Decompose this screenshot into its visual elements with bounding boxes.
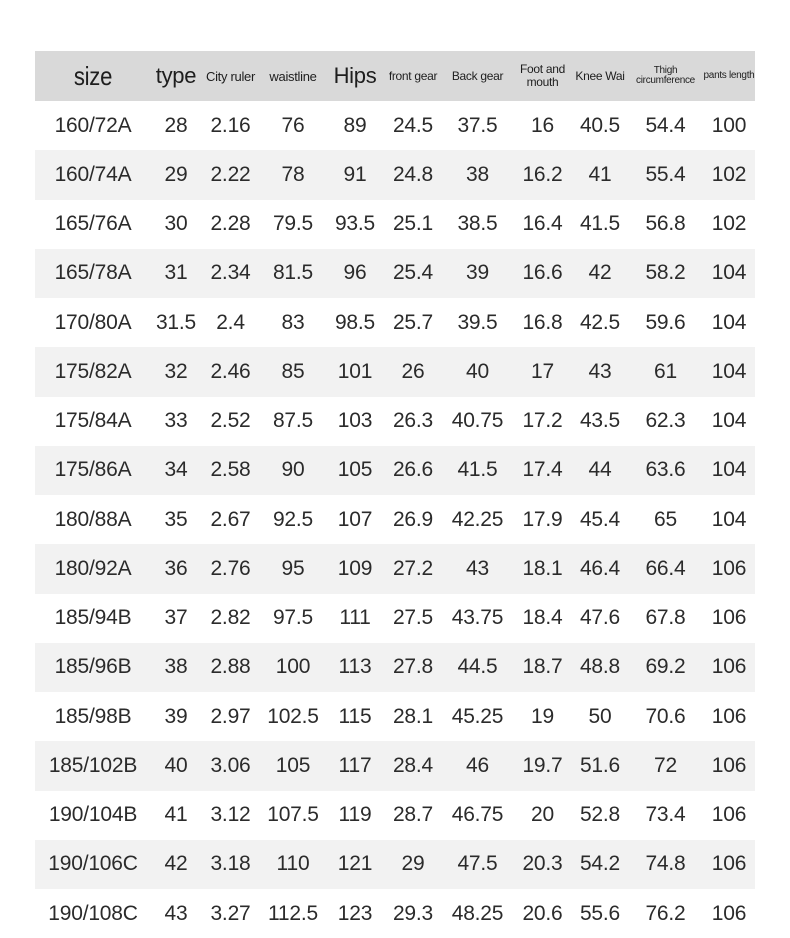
cell-size: 190/106C — [48, 852, 138, 876]
cell-front-gear: 29 — [401, 852, 425, 876]
cell-thigh-circumference: 67.8 — [645, 606, 686, 630]
cell-waistline: 79.5 — [272, 212, 314, 236]
table-row — [35, 741, 755, 790]
cell-hips: 89 — [343, 113, 367, 137]
table-row — [35, 889, 755, 938]
cell-front-gear: 26.3 — [392, 409, 434, 433]
cell-hips: 115 — [338, 704, 372, 728]
cell-foot-and-mouth: 17.2 — [522, 409, 563, 433]
cell-city-ruler: 2.97 — [210, 704, 251, 728]
cell-thigh-circumference: 62.3 — [645, 409, 686, 433]
cell-size: 190/104B — [48, 803, 138, 827]
cell-city-ruler: 2.67 — [210, 507, 251, 531]
cell-foot-and-mouth: 20.3 — [522, 852, 563, 876]
cell-front-gear: 27.2 — [392, 556, 434, 580]
cell-size: 165/78A — [54, 261, 132, 285]
cell-foot-and-mouth: 18.1 — [522, 556, 563, 580]
cell-city-ruler: 3.18 — [210, 852, 251, 876]
cell-thigh-circumference: 69.2 — [645, 655, 686, 679]
cell-city-ruler: 2.46 — [210, 359, 251, 383]
cell-back-gear: 38 — [466, 162, 489, 186]
cell-knee: 43 — [588, 359, 612, 383]
cell-type: 34 — [164, 458, 188, 482]
header-hips: Hips — [333, 63, 377, 88]
cell-front-gear: 24.8 — [392, 162, 434, 186]
table-row — [35, 544, 755, 593]
table-row — [35, 101, 755, 150]
cell-pants-length: 104 — [711, 310, 747, 334]
cell-front-gear: 27.5 — [392, 606, 434, 630]
cell-foot-and-mouth: 16 — [531, 113, 554, 137]
cell-foot-and-mouth: 20.6 — [522, 901, 563, 925]
cell-type: 28 — [164, 113, 188, 137]
cell-waistline: 97.5 — [272, 606, 314, 630]
header-foot-and-mouth: Foot and mouth — [520, 62, 565, 89]
cell-waistline: 107.5 — [267, 803, 319, 827]
cell-foot-and-mouth: 18.4 — [522, 606, 563, 630]
cell-knee: 44 — [588, 458, 612, 482]
cell-knee: 45.4 — [579, 507, 621, 531]
cell-knee: 41.5 — [579, 212, 621, 236]
cell-pants-length: 102 — [711, 162, 747, 186]
cell-pants-length: 106 — [711, 704, 747, 728]
cell-size: 165/76A — [54, 212, 132, 236]
cell-knee: 41 — [588, 162, 612, 186]
cell-back-gear: 44.5 — [457, 655, 498, 679]
cell-waistline: 87.5 — [272, 409, 314, 433]
cell-hips: 111 — [339, 606, 371, 630]
table-row — [35, 397, 755, 446]
cell-knee: 51.6 — [579, 753, 621, 777]
cell-back-gear: 37.5 — [457, 113, 498, 137]
cell-back-gear: 42.25 — [451, 507, 504, 531]
cell-waistline: 76 — [281, 113, 305, 137]
cell-type: 37 — [164, 606, 188, 630]
cell-foot-and-mouth: 16.6 — [522, 261, 563, 285]
cell-thigh-circumference: 70.6 — [645, 704, 686, 728]
cell-type: 31.5 — [155, 310, 197, 334]
cell-thigh-circumference: 65 — [654, 507, 677, 531]
cell-hips: 101 — [337, 359, 373, 383]
cell-pants-length: 104 — [711, 359, 747, 383]
cell-front-gear: 27.8 — [392, 655, 434, 679]
cell-back-gear: 47.5 — [457, 852, 498, 876]
cell-back-gear: 46 — [466, 753, 489, 777]
cell-foot-and-mouth: 20 — [531, 803, 554, 827]
cell-size: 160/72A — [54, 113, 132, 137]
cell-size: 185/98B — [54, 704, 132, 728]
cell-size: 160/74A — [54, 162, 132, 186]
cell-type: 35 — [164, 507, 188, 531]
header-pants-length: pants length — [703, 70, 755, 82]
cell-front-gear: 29.3 — [392, 901, 434, 925]
cell-foot-and-mouth: 19 — [531, 704, 554, 728]
table-row — [35, 347, 755, 396]
cell-foot-and-mouth: 17.4 — [522, 458, 563, 482]
cell-type: 36 — [164, 556, 188, 580]
cell-waistline: 110 — [276, 852, 310, 876]
cell-thigh-circumference: 58.2 — [645, 261, 686, 285]
table-row — [35, 446, 755, 495]
cell-pants-length: 106 — [711, 852, 747, 876]
table-row — [35, 298, 755, 347]
table-row — [35, 594, 755, 643]
cell-foot-and-mouth: 16.8 — [522, 310, 563, 334]
cell-knee: 42 — [588, 261, 612, 285]
cell-waistline: 95 — [281, 556, 305, 580]
cell-thigh-circumference: 55.4 — [645, 162, 686, 186]
cell-waistline: 83 — [281, 310, 305, 334]
cell-type: 42 — [164, 852, 188, 876]
table-row — [35, 643, 755, 692]
cell-foot-and-mouth: 19.7 — [522, 753, 563, 777]
cell-knee: 40.5 — [579, 113, 621, 137]
cell-city-ruler: 3.27 — [210, 901, 251, 925]
cell-city-ruler: 3.12 — [210, 803, 251, 827]
cell-type: 31 — [164, 261, 188, 285]
cell-back-gear: 45.25 — [451, 704, 504, 728]
cell-waistline: 81.5 — [272, 261, 314, 285]
cell-front-gear: 28.4 — [392, 753, 434, 777]
cell-size: 190/108C — [48, 901, 138, 925]
cell-pants-length: 106 — [711, 803, 747, 827]
cell-front-gear: 25.4 — [392, 261, 434, 285]
cell-thigh-circumference: 72 — [654, 753, 677, 777]
cell-front-gear: 24.5 — [392, 113, 434, 137]
cell-back-gear: 43 — [466, 556, 489, 580]
cell-knee: 48.8 — [579, 655, 621, 679]
cell-hips: 121 — [337, 852, 373, 876]
cell-knee: 50 — [588, 704, 612, 728]
cell-thigh-circumference: 56.8 — [645, 212, 686, 236]
cell-size: 180/88A — [54, 507, 132, 531]
cell-hips: 105 — [337, 458, 373, 482]
cell-type: 41 — [164, 803, 188, 827]
cell-hips: 98.5 — [334, 310, 376, 334]
table-row — [35, 692, 755, 741]
cell-city-ruler: 2.58 — [210, 458, 251, 482]
cell-hips: 119 — [338, 803, 372, 827]
cell-thigh-circumference: 66.4 — [645, 556, 686, 580]
cell-pants-length: 102 — [711, 212, 747, 236]
cell-front-gear: 28.7 — [392, 803, 434, 827]
cell-waistline: 102.5 — [267, 704, 319, 728]
cell-thigh-circumference: 74.8 — [645, 852, 686, 876]
cell-pants-length: 104 — [711, 458, 747, 482]
cell-pants-length: 106 — [711, 753, 747, 777]
cell-front-gear: 26.6 — [392, 458, 434, 482]
cell-hips: 96 — [343, 261, 367, 285]
cell-type: 39 — [164, 704, 188, 728]
cell-pants-length: 106 — [711, 606, 747, 630]
cell-type: 32 — [164, 359, 188, 383]
cell-type: 43 — [164, 901, 188, 925]
cell-pants-length: 106 — [711, 655, 747, 679]
header-row — [35, 51, 755, 101]
cell-hips: 117 — [338, 753, 372, 777]
cell-foot-and-mouth: 18.7 — [522, 655, 563, 679]
cell-type: 33 — [164, 409, 188, 433]
cell-back-gear: 39 — [466, 261, 489, 285]
cell-knee: 42.5 — [579, 310, 621, 334]
cell-foot-and-mouth: 17.9 — [522, 507, 563, 531]
cell-type: 30 — [164, 212, 188, 236]
cell-back-gear: 48.25 — [451, 901, 504, 925]
cell-pants-length: 104 — [711, 409, 747, 433]
cell-hips: 91 — [343, 162, 367, 186]
cell-pants-length: 104 — [711, 261, 747, 285]
header-knee: Knee Wai — [575, 69, 625, 83]
cell-waistline: 112.5 — [268, 901, 318, 925]
cell-hips: 113 — [338, 655, 372, 679]
table-row — [35, 150, 755, 199]
cell-knee: 54.2 — [579, 852, 621, 876]
header-thigh-circumference: Thigh circumference — [636, 64, 695, 86]
cell-city-ruler: 2.88 — [210, 655, 251, 679]
cell-size: 180/92A — [54, 556, 132, 580]
cell-waistline: 90 — [281, 458, 305, 482]
cell-city-ruler: 2.76 — [210, 556, 251, 580]
cell-foot-and-mouth: 17 — [531, 359, 554, 383]
cell-back-gear: 43.75 — [451, 606, 504, 630]
cell-type: 29 — [164, 162, 188, 186]
cell-waistline: 100 — [275, 655, 311, 679]
cell-city-ruler: 2.82 — [210, 606, 251, 630]
cell-back-gear: 46.75 — [451, 803, 504, 827]
cell-pants-length: 104 — [711, 507, 747, 531]
cell-knee: 55.6 — [579, 901, 621, 925]
cell-front-gear: 26.9 — [392, 507, 434, 531]
cell-back-gear: 41.5 — [457, 458, 498, 482]
cell-city-ruler: 2.4 — [216, 310, 245, 334]
cell-thigh-circumference: 54.4 — [645, 113, 686, 137]
cell-foot-and-mouth: 16.2 — [522, 162, 563, 186]
cell-hips: 109 — [337, 556, 373, 580]
cell-type: 38 — [164, 655, 188, 679]
header-front-gear: front gear — [388, 69, 438, 83]
cell-back-gear: 40.75 — [451, 409, 504, 433]
cell-thigh-circumference: 61 — [654, 359, 677, 383]
cell-size: 175/82A — [54, 359, 132, 383]
cell-front-gear: 25.1 — [392, 212, 434, 236]
table-row — [35, 791, 755, 840]
cell-city-ruler: 3.06 — [210, 753, 251, 777]
cell-thigh-circumference: 76.2 — [645, 901, 686, 925]
cell-city-ruler: 2.16 — [210, 113, 251, 137]
cell-knee: 47.6 — [579, 606, 621, 630]
header-waistline: waistline — [269, 68, 317, 84]
cell-size: 185/96B — [54, 655, 132, 679]
header-back-gear: Back gear — [451, 69, 504, 83]
table-row — [35, 249, 755, 298]
cell-hips: 107 — [337, 507, 373, 531]
header-city-ruler: City ruler — [205, 68, 255, 84]
cell-city-ruler: 2.52 — [210, 409, 251, 433]
cell-front-gear: 28.1 — [392, 704, 434, 728]
cell-size: 175/84A — [54, 409, 132, 433]
table-header — [35, 51, 755, 101]
cell-type: 40 — [164, 753, 188, 777]
cell-thigh-circumference: 73.4 — [645, 803, 686, 827]
cell-hips: 103 — [337, 409, 373, 433]
cell-size: 185/94B — [54, 606, 132, 630]
cell-knee: 52.8 — [579, 803, 621, 827]
table-row — [35, 200, 755, 249]
cell-waistline: 105 — [275, 753, 311, 777]
cell-foot-and-mouth: 16.4 — [522, 212, 563, 236]
cell-waistline: 85 — [281, 359, 305, 383]
cell-thigh-circumference: 63.6 — [645, 458, 686, 482]
cell-size: 170/80A — [54, 310, 132, 334]
cell-hips: 123 — [337, 901, 373, 925]
cell-pants-length: 100 — [711, 113, 747, 137]
header-size: size — [73, 60, 113, 91]
table-row — [35, 495, 755, 544]
cell-size: 175/86A — [54, 458, 132, 482]
cell-pants-length: 106 — [711, 901, 747, 925]
cell-city-ruler: 2.28 — [210, 212, 251, 236]
table-row — [35, 840, 755, 889]
cell-front-gear: 25.7 — [392, 310, 434, 334]
cell-city-ruler: 2.34 — [210, 261, 251, 285]
cell-back-gear: 40 — [466, 359, 489, 383]
cell-waistline: 92.5 — [272, 507, 314, 531]
cell-size: 185/102B — [48, 753, 138, 777]
cell-knee: 43.5 — [579, 409, 621, 433]
cell-front-gear: 26 — [401, 359, 425, 383]
cell-back-gear: 38.5 — [457, 212, 498, 236]
table-body — [35, 101, 755, 938]
cell-thigh-circumference: 59.6 — [645, 310, 686, 334]
size-chart-table — [35, 51, 755, 938]
cell-waistline: 78 — [281, 162, 305, 186]
cell-back-gear: 39.5 — [457, 310, 498, 334]
cell-pants-length: 106 — [711, 556, 747, 580]
cell-city-ruler: 2.22 — [210, 162, 251, 186]
cell-knee: 46.4 — [579, 556, 621, 580]
header-type: type — [155, 63, 197, 88]
cell-hips: 93.5 — [334, 212, 376, 236]
